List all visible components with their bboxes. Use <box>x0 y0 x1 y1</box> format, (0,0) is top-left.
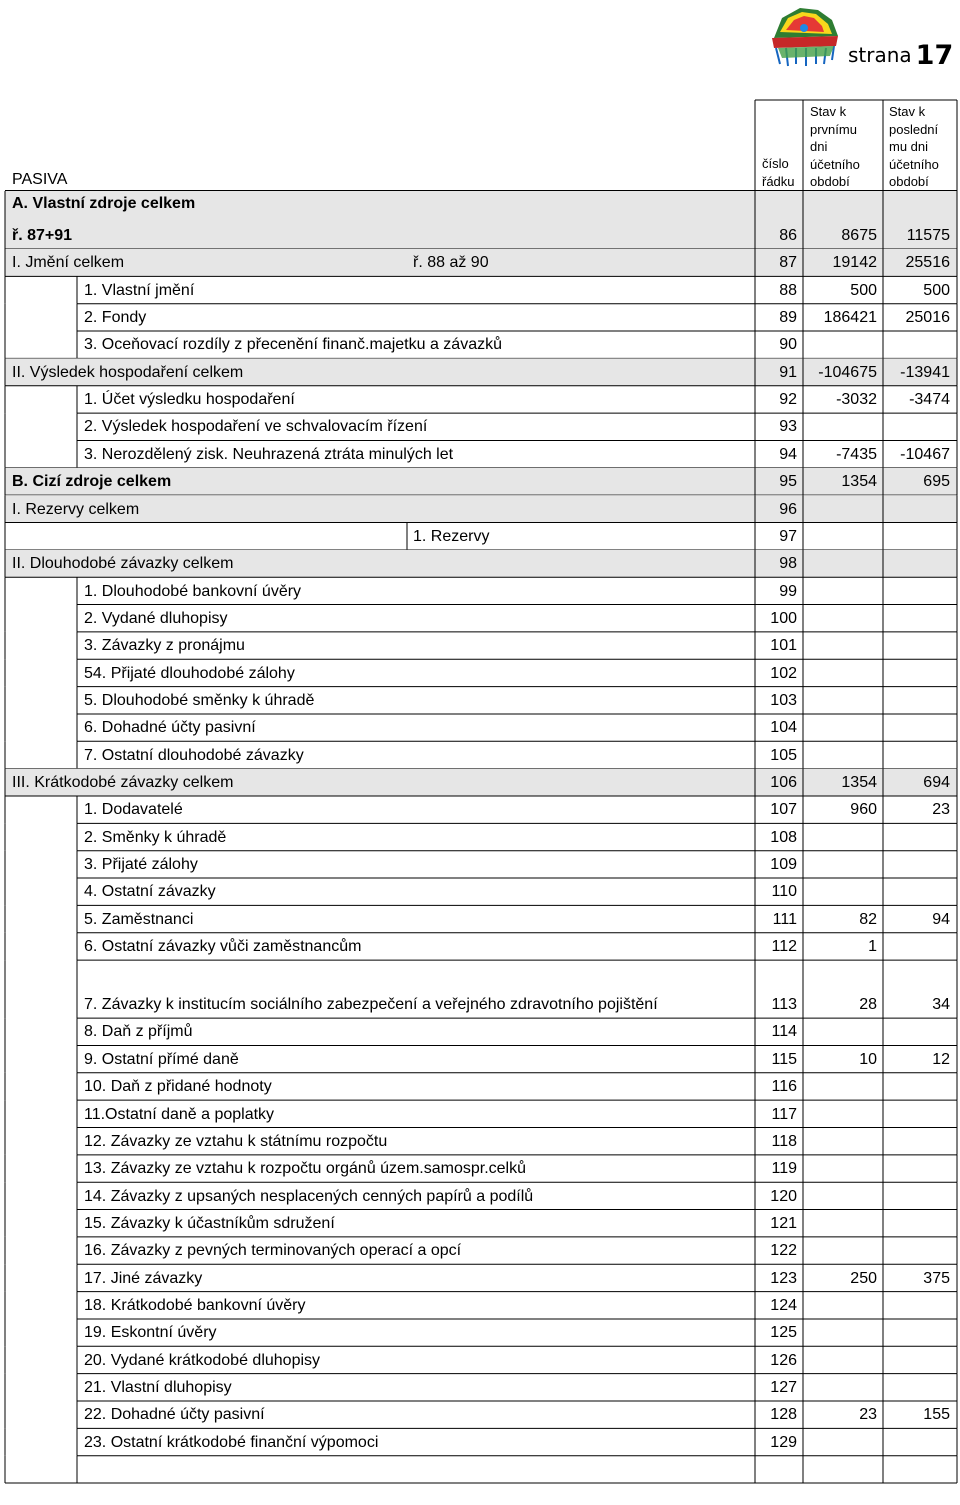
row-value-last: 11575 <box>906 227 950 244</box>
row-sublabel: 1. Rezervy <box>413 527 490 545</box>
row-label: 11.Ostatní daně a poplatky <box>84 1105 275 1123</box>
row-label: B. Cizí zdroje celkem <box>12 473 172 491</box>
row-value-first: 1 <box>868 938 877 956</box>
row-value-first: 82 <box>859 910 877 928</box>
row-line-number: 87 <box>779 254 797 272</box>
row-label: 15. Závazky k účastníkům sdružení <box>84 1214 335 1232</box>
row-label: 20. Vydané krátkodobé dluhopisy <box>84 1351 321 1369</box>
row-line-number: 100 <box>770 609 797 627</box>
row-line-number: 116 <box>771 1078 797 1096</box>
row-line-number: 124 <box>770 1296 797 1314</box>
row-label: 7. Ostatní dlouhodobé závazky <box>84 746 304 764</box>
row-value-last: 25016 <box>905 309 950 327</box>
row-line-number: 108 <box>770 828 797 846</box>
row-label: 6. Ostatní závazky vůči zaměstnancům <box>84 938 362 956</box>
row-value-first: 19142 <box>832 254 877 272</box>
row-line-number: 128 <box>770 1406 797 1424</box>
row-line-number: 89 <box>779 309 797 327</box>
row-label: 4. Ostatní závazky <box>84 883 216 901</box>
row-line-number: 111 <box>772 910 797 928</box>
row-label: 21. Vlastní dluhopisy <box>84 1379 232 1396</box>
row-line-number: 107 <box>770 801 797 819</box>
row-value-first: 8675 <box>841 227 877 244</box>
row-line-number: 86 <box>779 227 797 244</box>
row-value-first: 500 <box>850 281 877 299</box>
row-label: 3. Závazky z pronájmu <box>84 637 245 655</box>
row-label: 6. Dohadné účty pasivní <box>84 719 256 737</box>
row-value-last: 12 <box>932 1050 950 1068</box>
row-sublabel: ř. 88 až 90 <box>413 254 489 272</box>
row-label: 17. Jiné závazky <box>84 1269 203 1287</box>
column-header-line: číslo řádku <box>762 156 795 189</box>
row-value-first: -104675 <box>818 363 877 381</box>
row-label: II. Výsledek hospodaření celkem <box>12 363 244 381</box>
row-line-number: 126 <box>770 1351 797 1369</box>
page-word: strana <box>848 43 912 67</box>
row-line-number: 114 <box>771 1023 797 1041</box>
row-line-number: 95 <box>779 473 797 491</box>
row-line-number: 103 <box>770 691 797 709</box>
row-line-number: 119 <box>771 1160 797 1178</box>
row-line-number: 88 <box>779 281 797 299</box>
row-value-first: -7435 <box>836 445 877 463</box>
row-line-number: 123 <box>770 1269 797 1287</box>
row-value-last: 375 <box>923 1269 950 1287</box>
row-line-number: 105 <box>770 746 797 764</box>
row-label: 1. Vlastní jmění <box>84 281 195 299</box>
row-line-number: 101 <box>770 637 797 655</box>
row-line-number: 99 <box>779 582 797 600</box>
row-line-number: 104 <box>770 719 797 737</box>
row-value-first: 186421 <box>823 309 877 327</box>
row-value-last: 155 <box>923 1406 950 1424</box>
row-label: I. Jmění celkem <box>12 254 125 272</box>
page-number: 17 <box>915 40 954 71</box>
row-label: 1. Dodavatelé <box>84 801 183 819</box>
row-label: 5. Zaměstnanci <box>84 910 194 928</box>
row-label: 13. Závazky ze vztahu k rozpočtu orgánů územ.samospr.celků <box>84 1160 526 1178</box>
row-line-number: 98 <box>779 555 797 573</box>
row-label: 8. Daň z příjmů <box>84 1023 193 1041</box>
row-label: 7. Závazky k institucím sociálního zabezpečení a veřejného zdravotního pojištění <box>84 996 658 1014</box>
row-label: 19. Eskontní úvěry <box>84 1324 217 1342</box>
row-value-first: 1354 <box>841 774 877 791</box>
row-label: 2. Směnky k úhradě <box>84 828 227 846</box>
row-label: 1. Účet výsledku hospodaření <box>84 391 295 409</box>
row-label: 9. Ostatní přímé daně <box>84 1050 239 1068</box>
row-line-number: 96 <box>779 500 797 518</box>
row-shading <box>5 495 957 522</box>
row-line-number: 113 <box>771 996 797 1014</box>
row-value-first: -3032 <box>836 391 877 409</box>
row-line-number: 90 <box>779 336 797 354</box>
row-line-number: 125 <box>770 1324 797 1342</box>
row-value-last: 94 <box>932 910 950 928</box>
row-label: II. Dlouhodobé závazky celkem <box>12 555 234 573</box>
row-label: 22. Dohadné účty pasivní <box>84 1406 265 1424</box>
row-label: 12. Závazky ze vztahu k státnímu rozpočtu <box>84 1132 388 1150</box>
row-value-first: 1354 <box>841 473 877 491</box>
row-line-number: 91 <box>779 363 797 381</box>
row-line-number: 106 <box>770 774 797 791</box>
row-line-number: 118 <box>771 1132 797 1150</box>
row-label: 2. Vydané dluhopisy <box>84 609 228 627</box>
row-value-last: -13941 <box>900 363 950 381</box>
row-line-number: 120 <box>770 1187 797 1205</box>
row-value-last: 25516 <box>905 254 950 272</box>
column-header-first: Stav k prvnímu dni účetního období <box>810 104 860 189</box>
row-label: I. Rezervy celkem <box>12 500 140 518</box>
row-label: 1. Dlouhodobé bankovní úvěry <box>84 582 302 600</box>
row-value-first: 23 <box>859 1406 877 1424</box>
column-header-last: Stav k poslední mu dni účetního období <box>889 104 939 189</box>
row-line-number: 102 <box>770 664 797 682</box>
row-label: 2. Fondy <box>84 309 147 327</box>
row-line-number: 97 <box>779 527 797 545</box>
row-line-number: 115 <box>771 1050 797 1068</box>
row-line-number: 129 <box>770 1433 797 1451</box>
row-label: 14. Závazky z upsaných nesplacených cenných papírů a podílů <box>84 1187 534 1205</box>
row-value-last: 694 <box>923 774 950 791</box>
row-label: 23. Ostatní krátkodobé finanční výpomoci <box>84 1433 379 1451</box>
row-label: 3. Přijaté zálohy <box>84 856 198 874</box>
row-line-number: 92 <box>779 391 797 409</box>
row-line-number: 122 <box>770 1242 797 1260</box>
row-value-last: 695 <box>923 473 950 491</box>
row-label: 16. Závazky z pevných terminovaných operací a opcí <box>84 1242 462 1260</box>
row-label: 2. Výsledek hospodaření ve schvalovacím řízení <box>84 418 428 436</box>
row-value-last: -10467 <box>900 445 950 463</box>
row-label: 18. Krátkodobé bankovní úvěry <box>84 1296 306 1314</box>
row-label: 54. Přijaté dlouhodobé zálohy <box>84 664 295 682</box>
row-line-number: 112 <box>771 938 797 956</box>
row-value-first: 960 <box>850 801 877 819</box>
header-title: PASIVA <box>12 171 68 188</box>
row-value-first: 28 <box>859 996 877 1014</box>
row-label-formula: ř. 87+91 <box>12 227 73 244</box>
row-line-number: 93 <box>779 418 797 436</box>
row-line-number: 127 <box>770 1379 797 1396</box>
row-value-last: -3474 <box>909 391 950 409</box>
row-line-number: 109 <box>770 856 797 874</box>
row-value-last: 34 <box>932 996 950 1014</box>
row-label: A. Vlastní zdroje celkem <box>12 195 196 212</box>
row-label: 10. Daň z přidané hodnoty <box>84 1078 272 1096</box>
row-label: 5. Dlouhodobé směnky k úhradě <box>84 691 315 709</box>
row-value-last: 500 <box>923 281 950 299</box>
row-value-first: 250 <box>850 1269 877 1287</box>
row-value-first: 10 <box>859 1050 877 1068</box>
row-value-last: 23 <box>932 801 950 819</box>
row-label: 3. Nerozdělený zisk. Neuhrazená ztráta minulých let <box>84 445 454 463</box>
row-label: III. Krátkodobé závazky celkem <box>12 774 234 791</box>
row-line-number: 94 <box>779 445 797 463</box>
row-line-number: 121 <box>770 1214 797 1232</box>
row-line-number: 117 <box>771 1105 797 1123</box>
row-label: 3. Oceňovací rozdíly z přecenění finanč.majetku a závazků <box>84 336 502 354</box>
row-line-number: 110 <box>771 883 797 901</box>
